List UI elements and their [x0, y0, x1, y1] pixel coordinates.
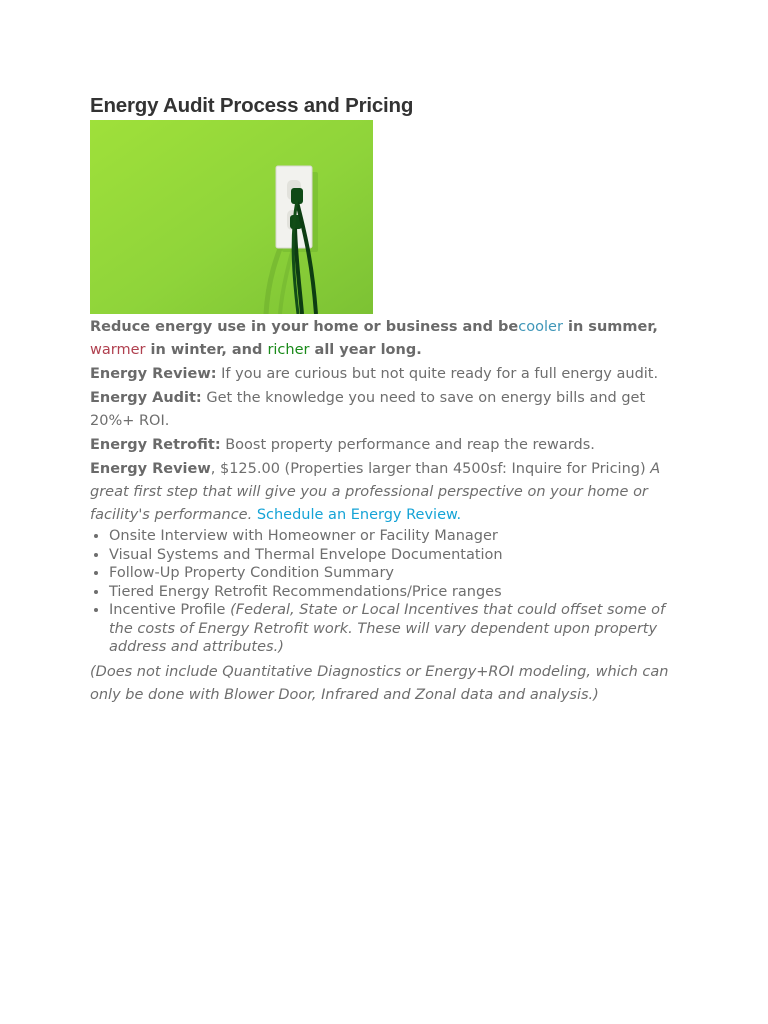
service-label: Energy Retrofit:	[90, 437, 221, 453]
service-text: Boost property performance and reap the rewards.	[220, 437, 595, 453]
service-energy-review	[90, 363, 680, 386]
incentive-label: Incentive Profile	[109, 602, 231, 618]
page-title: Energy Audit Process and Pricing	[90, 94, 414, 117]
service-label: Energy Audit:	[90, 390, 202, 406]
intro-text-3: in winter, and	[145, 342, 268, 358]
service-text: If you are curious but not quite ready for a full energy audit.	[216, 366, 659, 382]
intro-richer: richer	[267, 342, 310, 358]
service-energy-retrofit	[90, 434, 680, 457]
intro-cooler: cooler	[518, 319, 563, 335]
document-content	[90, 94, 680, 707]
intro-paragraph	[90, 316, 680, 362]
pricing-paragraph	[90, 458, 680, 527]
schedule-review-link[interactable]: Schedule an Energy Review.	[256, 507, 462, 523]
list-item: • Tiered Energy Retrofit Recommendations/Price ranges	[109, 583, 680, 602]
pricing-label: Energy Review	[90, 461, 211, 477]
intro-warmer: warmer	[90, 342, 146, 358]
service-text: Get the knowledge you need to save on energy bills and get 20%+ ROI.	[90, 390, 646, 429]
intro-text-1: Reduce energy use in your home or business and be	[90, 319, 519, 335]
list-item: • Visual Systems and Thermal Envelope Documentation	[109, 546, 680, 565]
incentive-detail: (Federal, State or Local Incentives that could offset some of the costs of Energy Retrofit work. These will vary dependent upon property address and attributes.)	[109, 602, 666, 655]
service-label: Energy Review:	[90, 366, 217, 382]
exclusions-note: (Does not include Quantitative Diagnostics or Energy+ROI modeling, which can only be done with Blower Door, Infrared and Zonal data and analysis.)	[90, 663, 669, 703]
outlet-photo	[90, 120, 373, 314]
intro-text-2: in summer,	[562, 319, 658, 335]
pricing-price: , $125.00 (Properties larger than 4500sf: Inquire for Pricing)	[210, 461, 651, 477]
list-item-incentive	[109, 601, 680, 657]
intro-text-4: all year long.	[309, 342, 422, 358]
list-item: • Follow-Up Property Condition Summary	[109, 564, 680, 583]
service-energy-audit	[90, 387, 680, 433]
pricing-description: A great first step that will give you a professional perspective on your home or facility's performance.	[90, 461, 661, 523]
list-item: • Onsite Interview with Homeowner or Facility Manager	[109, 527, 680, 546]
deliverables-list	[90, 527, 680, 657]
